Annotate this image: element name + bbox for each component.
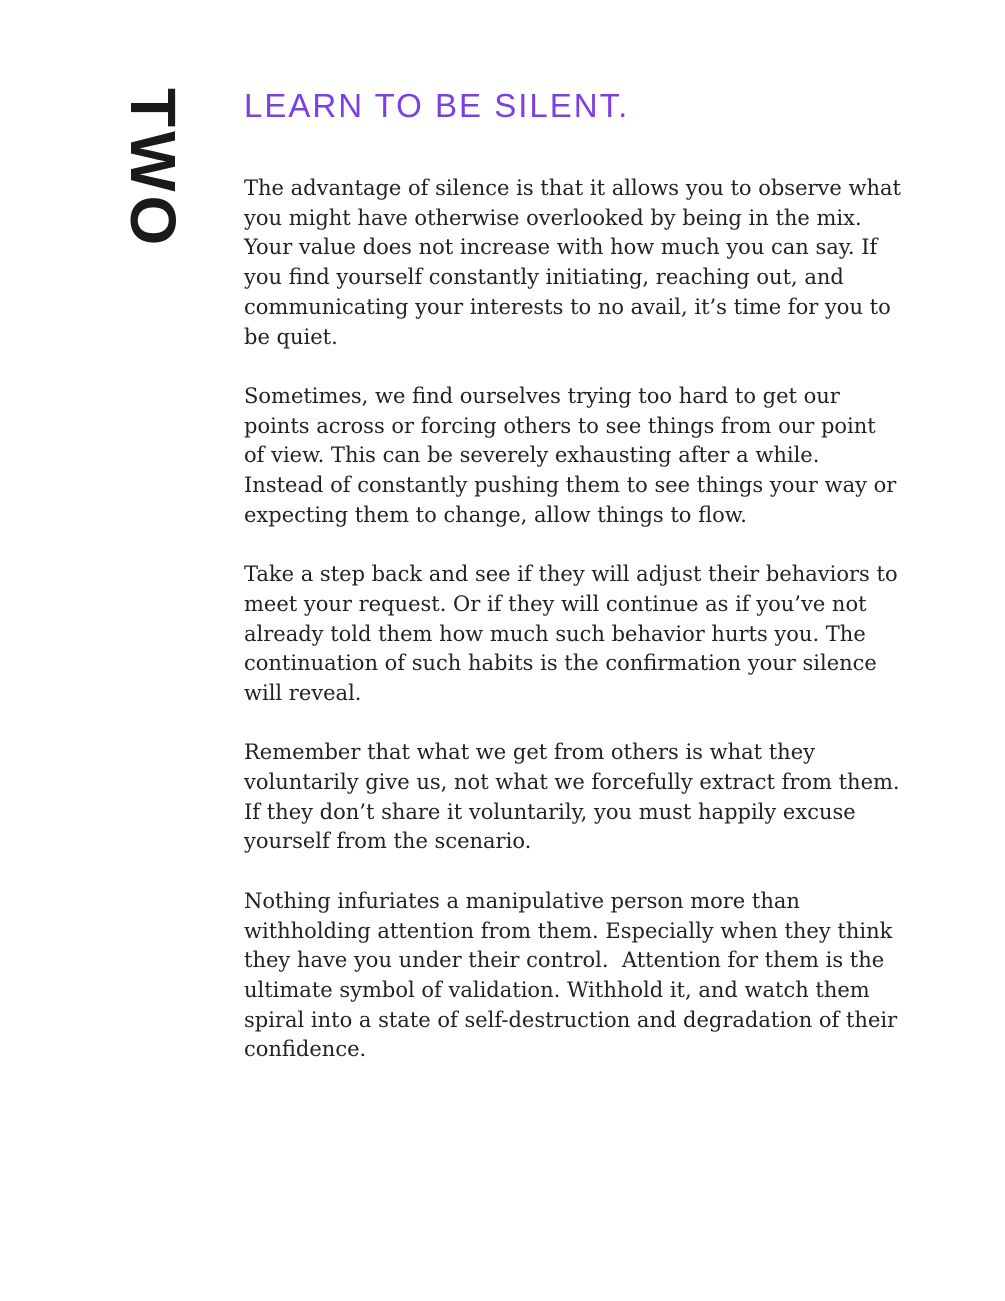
- chapter-number: TWO: [117, 88, 189, 250]
- paragraph: Nothing infuriates a manipulative person more than withholding attention from them. Especially when they think they have you under their control. Attention for them is the ultimate symbol of validation. Withhold it, and watch them spiral into a state of self-destruction and degradation of their confidence.: [244, 888, 898, 1062]
- body-text: [244, 174, 944, 1095]
- paragraph: The advantage of silence is that it allows you to observe what you might have otherwise overlooked by being in the mix. Your value does not increase with how much you can say. If you find yourself constantly initiating, reaching out, and communicating your interests to no avail, it’s time for you to be quiet.: [244, 176, 901, 349]
- page-title: LEARN TO BE SILENT.: [244, 87, 630, 124]
- paragraph: Remember that what we get from others is what they voluntarily give us, not what we forcefully extract from them. If they don’t share it voluntarily, you must happily excuse yourself from the scenario.: [244, 740, 900, 854]
- paragraph: Take a step back and see if they will adjust their behaviors to meet your request. Or if they will continue as if you’ve not already told them how much such behavior hurts you. The continuation of such habits is the confirmation your silence will reveal.: [244, 562, 898, 705]
- paragraph: Sometimes, we find ourselves trying too hard to get our points across or forcing others to see things from our point of view. This can be severely exhausting after a while. Instead of constantly pushing them to see things your way or expecting them to change, allow things to flow.: [244, 383, 897, 527]
- chapter-label: [118, 88, 188, 268]
